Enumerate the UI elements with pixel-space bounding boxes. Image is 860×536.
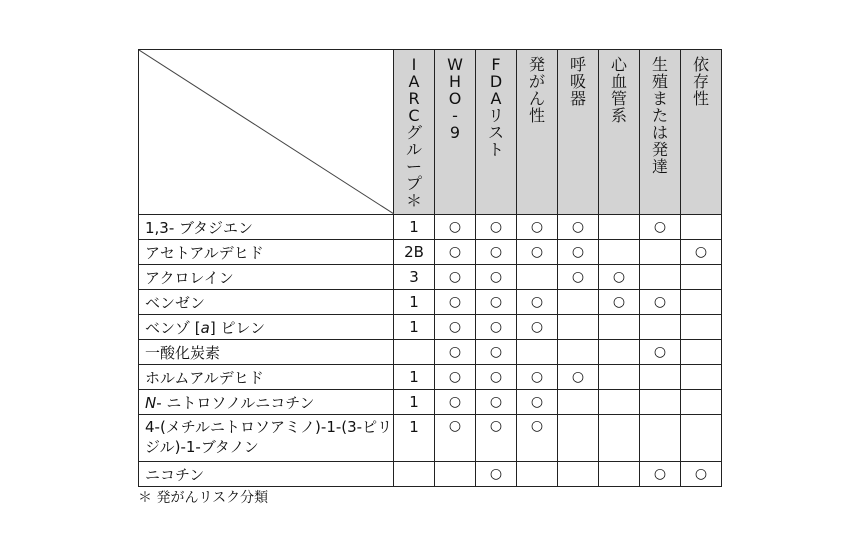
header-label: I A R C グ ル ー プ ＊ bbox=[405, 55, 422, 210]
header-label: 呼 吸 器 bbox=[569, 55, 586, 108]
header-label: F D A リ ス ト bbox=[487, 55, 504, 159]
header-cell bbox=[517, 50, 558, 215]
hazard-mark-cell: ○ bbox=[476, 462, 517, 487]
iarc-group-cell: 1 bbox=[394, 315, 435, 340]
hazard-mark-cell: ○ bbox=[476, 215, 517, 240]
hazard-mark-cell: ○ bbox=[435, 290, 476, 315]
hazard-mark-cell bbox=[681, 290, 722, 315]
hazard-table bbox=[138, 49, 722, 487]
hazard-mark-cell: ○ bbox=[476, 390, 517, 415]
substance-name: アセトアルデヒド bbox=[139, 240, 394, 265]
hazard-mark-cell: ○ bbox=[435, 340, 476, 365]
hazard-mark-cell: ○ bbox=[476, 315, 517, 340]
hazard-mark-cell bbox=[640, 415, 681, 462]
header-cell bbox=[435, 50, 476, 215]
header-label: W H O - 9 bbox=[447, 55, 463, 142]
hazard-mark-cell: ○ bbox=[640, 462, 681, 487]
hazard-mark-cell bbox=[681, 315, 722, 340]
hazard-mark-cell bbox=[681, 390, 722, 415]
hazard-mark-cell bbox=[599, 415, 640, 462]
hazard-mark-cell bbox=[558, 315, 599, 340]
hazard-mark-cell bbox=[681, 265, 722, 290]
table-row bbox=[139, 365, 722, 390]
hazard-mark-cell bbox=[558, 390, 599, 415]
hazard-mark-cell: ○ bbox=[517, 390, 558, 415]
hazard-mark-cell bbox=[640, 365, 681, 390]
hazard-mark-cell: ○ bbox=[599, 290, 640, 315]
header-label: 依 存 性 bbox=[692, 55, 709, 108]
hazard-mark-cell: ○ bbox=[640, 215, 681, 240]
hazard-mark-cell bbox=[640, 390, 681, 415]
hazard-mark-cell: ○ bbox=[476, 240, 517, 265]
hazard-mark-cell bbox=[599, 365, 640, 390]
iarc-group-cell bbox=[394, 462, 435, 487]
hazard-mark-cell bbox=[599, 390, 640, 415]
substance-name: ベンゼン bbox=[139, 290, 394, 315]
hazard-mark-cell: ○ bbox=[517, 215, 558, 240]
table-row bbox=[139, 315, 722, 340]
hazard-mark-cell: ○ bbox=[681, 462, 722, 487]
hazard-mark-cell: ○ bbox=[517, 415, 558, 462]
header-label: 心 血 管 系 bbox=[610, 55, 627, 125]
hazard-mark-cell bbox=[599, 315, 640, 340]
substance-name: N- ニトロソノルニコチン bbox=[139, 390, 394, 415]
hazard-mark-cell bbox=[681, 365, 722, 390]
table-row bbox=[139, 415, 722, 462]
hazard-mark-cell: ○ bbox=[435, 365, 476, 390]
substance-name: 4-(メチルニトロソアミノ)-1-(3-ピリジル)-1-ブタノン bbox=[139, 415, 394, 462]
hazard-mark-cell: ○ bbox=[435, 265, 476, 290]
header-row bbox=[139, 50, 722, 215]
hazard-mark-cell: ○ bbox=[640, 340, 681, 365]
table-row bbox=[139, 340, 722, 365]
header-cell bbox=[640, 50, 681, 215]
hazard-mark-cell bbox=[599, 215, 640, 240]
hazard-mark-cell: ○ bbox=[640, 290, 681, 315]
hazard-mark-cell: ○ bbox=[476, 290, 517, 315]
table-row bbox=[139, 290, 722, 315]
hazard-mark-cell: ○ bbox=[517, 365, 558, 390]
corner-cell bbox=[139, 50, 394, 215]
hazard-mark-cell bbox=[640, 240, 681, 265]
hazard-mark-cell bbox=[599, 240, 640, 265]
header-label: 生 殖 ま た は 発 達 bbox=[651, 55, 668, 176]
hazard-mark-cell: ○ bbox=[517, 240, 558, 265]
header-label: 発 が ん 性 bbox=[528, 55, 545, 125]
header-cell bbox=[558, 50, 599, 215]
hazard-mark-cell bbox=[558, 340, 599, 365]
hazard-mark-cell bbox=[558, 462, 599, 487]
substance-name: ニコチン bbox=[139, 462, 394, 487]
hazard-mark-cell: ○ bbox=[558, 365, 599, 390]
diagonal-line bbox=[139, 50, 394, 214]
table-row bbox=[139, 462, 722, 487]
hazard-mark-cell: ○ bbox=[517, 290, 558, 315]
iarc-group-cell: 3 bbox=[394, 265, 435, 290]
hazard-mark-cell bbox=[599, 462, 640, 487]
hazard-mark-cell: ○ bbox=[558, 265, 599, 290]
substance-name: 1,3- ブタジエン bbox=[139, 215, 394, 240]
hazard-mark-cell bbox=[681, 415, 722, 462]
hazard-mark-cell bbox=[640, 315, 681, 340]
hazard-mark-cell bbox=[435, 462, 476, 487]
substance-name: ホルムアルデヒド bbox=[139, 365, 394, 390]
hazard-mark-cell: ○ bbox=[435, 390, 476, 415]
hazard-mark-cell: ○ bbox=[476, 365, 517, 390]
header-cell bbox=[476, 50, 517, 215]
iarc-group-cell: 1 bbox=[394, 365, 435, 390]
table-row bbox=[139, 215, 722, 240]
header-cell bbox=[599, 50, 640, 215]
iarc-group-cell: 1 bbox=[394, 390, 435, 415]
table-row bbox=[139, 240, 722, 265]
footnote: ＊ 発がんリスク分類 bbox=[138, 490, 269, 506]
hazard-mark-cell bbox=[517, 265, 558, 290]
table-row bbox=[139, 390, 722, 415]
hazard-mark-cell: ○ bbox=[599, 265, 640, 290]
iarc-group-cell: 1 bbox=[394, 290, 435, 315]
hazard-mark-cell: ○ bbox=[476, 340, 517, 365]
iarc-group-cell bbox=[394, 340, 435, 365]
hazard-mark-cell bbox=[681, 215, 722, 240]
hazard-mark-cell: ○ bbox=[681, 240, 722, 265]
hazard-mark-cell bbox=[599, 340, 640, 365]
hazard-mark-cell: ○ bbox=[558, 240, 599, 265]
hazard-mark-cell: ○ bbox=[517, 315, 558, 340]
substance-name: アクロレイン bbox=[139, 265, 394, 290]
iarc-group-cell: 1 bbox=[394, 415, 435, 462]
hazard-mark-cell bbox=[517, 340, 558, 365]
hazard-mark-cell bbox=[640, 265, 681, 290]
hazard-mark-cell bbox=[558, 290, 599, 315]
substance-name: ベンゾ [a] ピレン bbox=[139, 315, 394, 340]
substance-name: 一酸化炭素 bbox=[139, 340, 394, 365]
iarc-group-cell: 2B bbox=[394, 240, 435, 265]
hazard-mark-cell: ○ bbox=[476, 415, 517, 462]
iarc-group-cell: 1 bbox=[394, 215, 435, 240]
hazard-mark-cell: ○ bbox=[435, 415, 476, 462]
hazard-mark-cell bbox=[681, 340, 722, 365]
header-cell bbox=[394, 50, 435, 215]
hazard-mark-cell bbox=[558, 415, 599, 462]
hazard-mark-cell: ○ bbox=[558, 215, 599, 240]
table-row bbox=[139, 265, 722, 290]
hazard-mark-cell bbox=[517, 462, 558, 487]
header-cell bbox=[681, 50, 722, 215]
hazard-mark-cell: ○ bbox=[435, 240, 476, 265]
hazard-mark-cell: ○ bbox=[476, 265, 517, 290]
hazard-mark-cell: ○ bbox=[435, 215, 476, 240]
hazard-mark-cell: ○ bbox=[435, 315, 476, 340]
